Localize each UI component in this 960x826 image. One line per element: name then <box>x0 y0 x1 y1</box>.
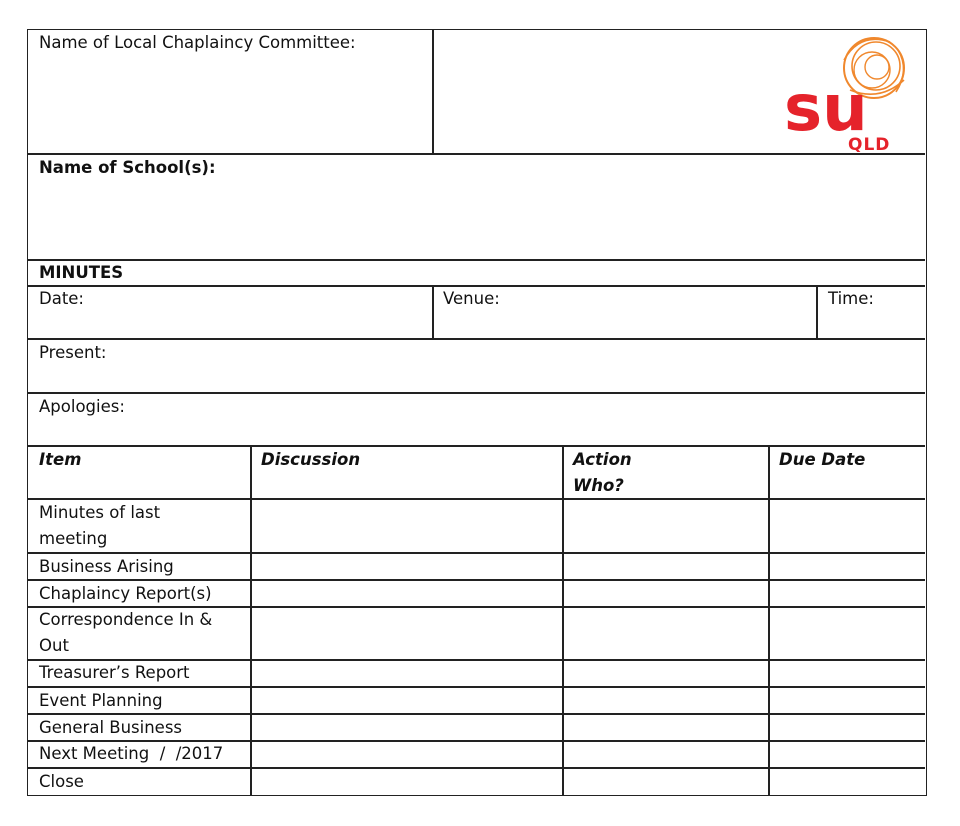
divider <box>250 446 252 795</box>
table-row-item: Out <box>39 636 69 655</box>
venue-label: Venue: <box>443 289 500 308</box>
table-row-item: Business Arising <box>39 557 174 576</box>
school-label: Name of School(s): <box>39 158 216 177</box>
table-row-item: General Business <box>39 718 183 737</box>
logo-su-text: su <box>784 72 868 146</box>
su-qld-logo <box>780 30 920 152</box>
date-label: Date: <box>39 289 84 308</box>
table-row-item: Event Planning <box>39 691 163 710</box>
present-label: Present: <box>39 343 107 362</box>
table-row-item: Correspondence In & <box>39 610 213 629</box>
time-label: Time: <box>828 289 874 308</box>
divider <box>768 446 770 795</box>
apologies-label: Apologies: <box>39 397 125 416</box>
logo-qld-text: QLD <box>848 135 891 152</box>
committee-label: Name of Local Chaplaincy Committee: <box>39 33 356 52</box>
table-row-item: Chaplaincy Report(s) <box>39 584 212 603</box>
header-due-date: Due Date <box>779 450 866 469</box>
table-row-item: Minutes of last <box>39 503 161 522</box>
table-row-item: meeting <box>39 529 108 548</box>
table-row-item: Close <box>39 772 84 791</box>
divider <box>28 338 925 340</box>
divider <box>432 286 434 339</box>
divider <box>28 392 925 394</box>
header-who: Who? <box>573 476 624 495</box>
divider <box>816 286 818 339</box>
minutes-title: MINUTES <box>39 263 124 282</box>
header-discussion: Discussion <box>261 450 361 469</box>
divider <box>562 446 564 795</box>
divider <box>432 30 434 154</box>
divider <box>28 767 925 769</box>
header-item: Item <box>39 450 82 469</box>
header-action: Action <box>573 450 632 469</box>
divider <box>28 498 925 500</box>
table-row-item: Treasurer’s Report <box>39 663 190 682</box>
divider <box>28 259 925 261</box>
table-row-item: Next Meeting / /2017 <box>39 744 224 763</box>
